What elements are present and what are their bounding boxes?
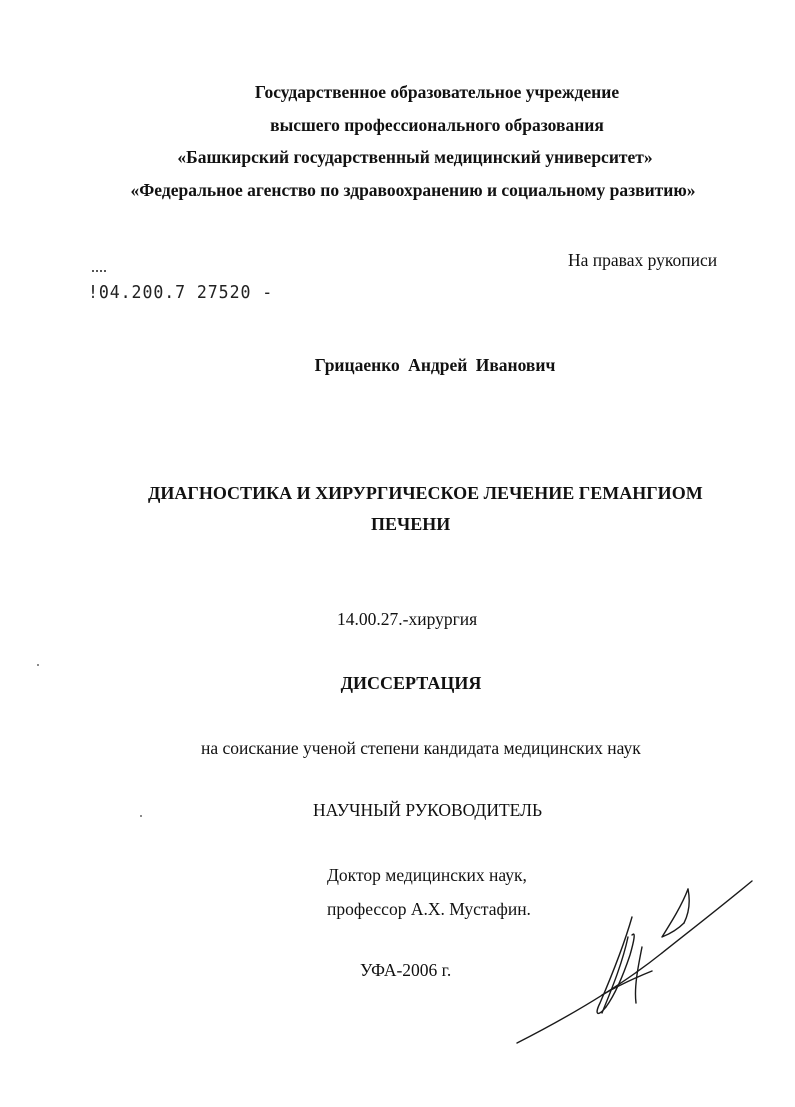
organization-line-1: Государственное образовательное учреждение (254, 82, 620, 102)
supervisor-heading: НАУЧНЫЙ РУКОВОДИТЕЛЬ (313, 800, 543, 820)
document-type: ДИССЕРТАЦИЯ (340, 673, 482, 693)
supervisor-degree: Доктор медицинских наук, (327, 865, 527, 885)
handwritten-signature (512, 875, 762, 1050)
author-name: Грицаенко Андрей Иванович (314, 355, 556, 375)
dissertation-title-line-1: ДИАГНОСТИКА И ХИРУРГИЧЕСКОЕ ЛЕЧЕНИЕ ГЕМАНГИОМ (148, 483, 703, 503)
signature-stroke (602, 937, 628, 1013)
signature-stroke (606, 934, 634, 1007)
signature-stroke (662, 889, 688, 937)
scan-speck (140, 815, 142, 817)
signature-stroke (602, 971, 652, 995)
organization-line-3: «Башкирский государственный медицинский университет» (177, 147, 653, 167)
signature-stroke (517, 953, 662, 1043)
organization-line-2: высшего профессионального образования (270, 115, 604, 135)
city-year: УФА-2006 г. (360, 960, 452, 980)
organization-line-4: «Федеральное агенство по здравоохранению и социальному развитию» (130, 180, 696, 200)
scan-speck (37, 664, 39, 666)
degree-statement: на соискание ученой степени кандидата медицинских наук (201, 738, 641, 758)
specialty-code: 14.00.27.-хирургия (337, 609, 478, 629)
supervisor-name: профессор А.Х. Мустафин. (327, 899, 531, 919)
dissertation-title-line-2: ПЕЧЕНИ (371, 514, 451, 534)
signature-stroke (662, 881, 752, 953)
manuscript-rights-note: На правах рукописи (568, 250, 718, 270)
stamp-marks (92, 270, 106, 274)
registration-code: !04.200.7 27520 - (88, 282, 274, 303)
